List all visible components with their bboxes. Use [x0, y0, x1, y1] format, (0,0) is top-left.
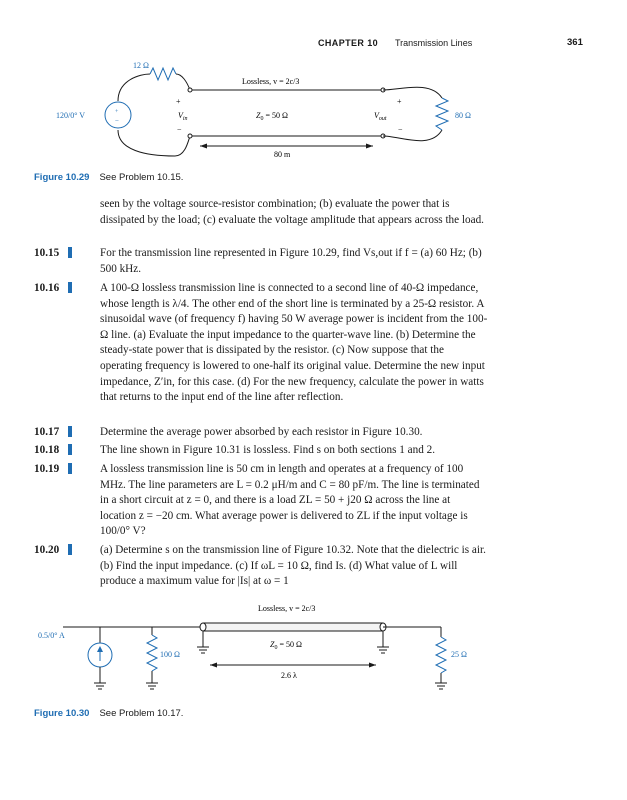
vout-minus: −	[398, 125, 403, 134]
figure-10-29-circuit	[0, 60, 627, 170]
page-number: 361	[567, 37, 583, 48]
vout-plus: +	[397, 97, 402, 106]
problem-text: For the transmission line represented in Figure 10.29, find Vs,out if f = (a) 60 Hz; (b) 500 kHz.	[100, 247, 482, 275]
problem-marker-icon	[68, 444, 72, 455]
problem-marker-icon	[68, 282, 72, 293]
problem-number: 10.19	[34, 463, 60, 475]
problem-marker-icon	[68, 247, 72, 258]
source-minus: −	[115, 117, 119, 125]
load-label: 80 Ω	[455, 111, 471, 120]
length-label: 2.6 λ	[281, 671, 297, 680]
figure-10-30-caption	[34, 708, 183, 719]
impedance-label: $Z_0 = 50$ Ω	[270, 640, 302, 651]
vin-minus: −	[177, 125, 182, 134]
problem-marker-icon	[68, 463, 72, 474]
impedance-label: $Z_0 = 50$ Ω	[256, 111, 288, 122]
problem-number: 10.16	[34, 282, 60, 294]
problem-number: 10.15	[34, 247, 60, 259]
source-label: 0.5/0° A	[38, 631, 65, 640]
chapter-label: CHAPTER 10	[318, 38, 379, 48]
problem-marker-icon	[68, 544, 72, 555]
problem-text: A lossless transmission line is 50 cm in length and operates at a frequency of 100 MHz. The line parameters are L = 0.2 μH/m and C = 80 pF/m. The line is terminated in a short circuit at z = 0, and there is a load ZL = 50 + j20 Ω across the line at location z = −20 cm. What average power is delivered to ZL if the input voltage is 100/0° V?	[100, 463, 480, 538]
problem-number: 10.17	[34, 426, 60, 438]
caption-text: See Problem 10.15.	[99, 172, 184, 183]
caption-number: Figure 10.29	[34, 172, 90, 183]
caption-text: See Problem 10.17.	[99, 708, 184, 719]
line-title: Lossless, v = 2c/3	[258, 604, 316, 613]
problem-text: Determine the average power absorbed by each resistor in Figure 10.30.	[100, 426, 423, 438]
problem-text: A 100-Ω lossless transmission line is connected to a second line of 40-Ω impedance, whose length is λ/4. The other end of the short line is terminated by a 25-Ω resistor. A sinusoidal wave (of frequency f) having 50 W average power is incident from the 100-Ω line. (a) Evaluate the input impedance to the quarter-wave line. (b) Determine the steady-state power that is dissipated by the resistor. (c) Now suppose that the operating frequency is lowered to one-half its original value. Determine the new input impedance, Z′in, for this case. (d) For the new frequency, calculate the power in watts that returns to the input end of the line after reflection.	[100, 282, 488, 404]
problem-number: 10.20	[34, 544, 60, 556]
continuation-paragraph: seen by the voltage source-resistor combination; (b) evaluate the power that is dissipated by the load; (c) evaluate the voltage amplitude that appears across the load.	[100, 198, 484, 226]
problem-text: (a) Determine s on the transmission line of Figure 10.32. Note that the dielectric is air. (b) Find the input impedance. (c) If ωL = 10 Ω, find Is. (d) What value of L will produce a maximum value for |Is| at ω = 1	[100, 544, 486, 588]
source-plus: +	[115, 109, 119, 115]
vin-plus: +	[176, 97, 181, 106]
vout-label: $V_{out}$	[374, 111, 387, 122]
vin-label: $V_{in}$	[178, 111, 188, 122]
length-label: 80 m	[274, 150, 291, 159]
load-label: 25 Ω	[451, 650, 467, 659]
line-title: Lossless, v = 2c/3	[242, 77, 300, 86]
figure-10-30-circuit	[0, 595, 627, 700]
caption-number: Figure 10.30	[34, 708, 90, 719]
shunt-resistor-label: 100 Ω	[160, 650, 180, 659]
series-resistor-label: 12 Ω	[133, 61, 149, 70]
problem-marker-icon	[68, 426, 72, 437]
problem-number: 10.18	[34, 444, 60, 456]
chapter-title: Transmission Lines	[395, 38, 473, 48]
source-label: 120/0° V	[56, 111, 86, 120]
problem-text: The line shown in Figure 10.31 is lossless. Find s on both sections 1 and 2.	[100, 444, 435, 456]
figure-10-29-caption	[34, 172, 183, 183]
